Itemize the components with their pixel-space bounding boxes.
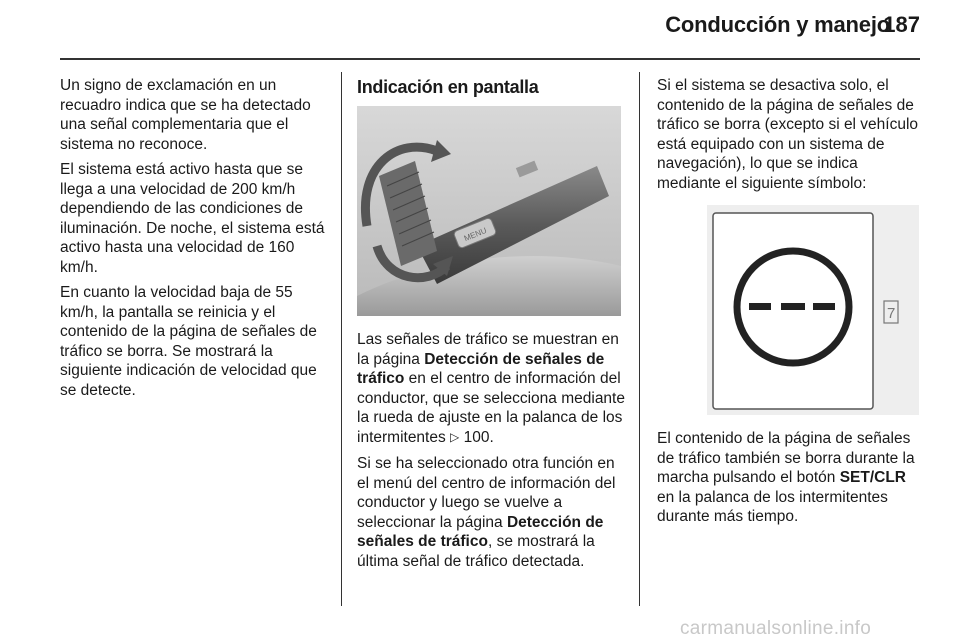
section-heading: Indicación en pantalla <box>357 77 539 97</box>
paragraph: Si el sistema se desactiva solo, el contenido de la página de señales de tráfico se borra (excepto si el vehículo está equipado con un sistema de navegación), lo que se indica mediante el siguiente símbolo: <box>657 77 919 192</box>
turn-signal-stalk-illustration <box>357 106 621 316</box>
watermark: carmanualsonline.info <box>680 618 872 639</box>
paragraph: Si se ha seleccionado otra función en el menú del centro de información del conductor y luego se vuelve a seleccionar la página Detección de señales de tráfico, se mostrará la última señal de tráfico detectada. <box>357 455 616 570</box>
paragraph: Las señales de tráfico se muestran en la página Detección de señales de tráfico en el centro de información del conductor, que se selecciona mediante la rueda de ajuste en la palanca de los intermitentes ▷ 100. <box>357 331 625 446</box>
button-name: SET/CLR <box>839 469 906 486</box>
menu-page-name: Detección de señales de tráfico <box>357 350 605 387</box>
column-divider-left <box>341 72 342 606</box>
column-divider-right <box>639 72 640 606</box>
header-rule <box>60 58 920 60</box>
page-number: 187 <box>883 12 920 37</box>
sign-corner-label: 7 <box>887 305 896 322</box>
paragraph: Un signo de exclamación en un recuadro indica que se ha detectado una señal complementaria que el sistema no reconoce. <box>60 77 311 153</box>
column-1 <box>60 76 330 406</box>
paragraph: En cuanto la velocidad baja de 55 km/h, la pantalla se reinicia y el contenido de la página de señales de tráfico se borra. Se mostrará la siguiente indicación de velocidad que se detecte. <box>60 284 317 399</box>
traffic-sign-deleted-symbol <box>707 205 919 415</box>
menu-page-name: Detección de señales de tráfico <box>357 513 604 550</box>
column-3 <box>657 76 923 533</box>
reference-arrow-icon: ▷ <box>450 429 460 444</box>
stalk-menu-label: MENU <box>462 225 488 244</box>
header-title: Conducción y manejo <box>665 12 890 37</box>
page-reference: 100. <box>463 428 494 446</box>
column-2 <box>357 76 625 577</box>
paragraph: El contenido de la página de señales de tráfico también se borra durante la marcha pulsando el botón SET/CLR en la palanca de los intermitentes durante más tiempo. <box>657 430 915 525</box>
paragraph: El sistema está activo hasta que se llega a una velocidad de 200 km/h dependiendo de las condiciones de iluminación. De noche, el sistema está activo hasta una velocidad de 160 km/h. <box>60 161 325 276</box>
